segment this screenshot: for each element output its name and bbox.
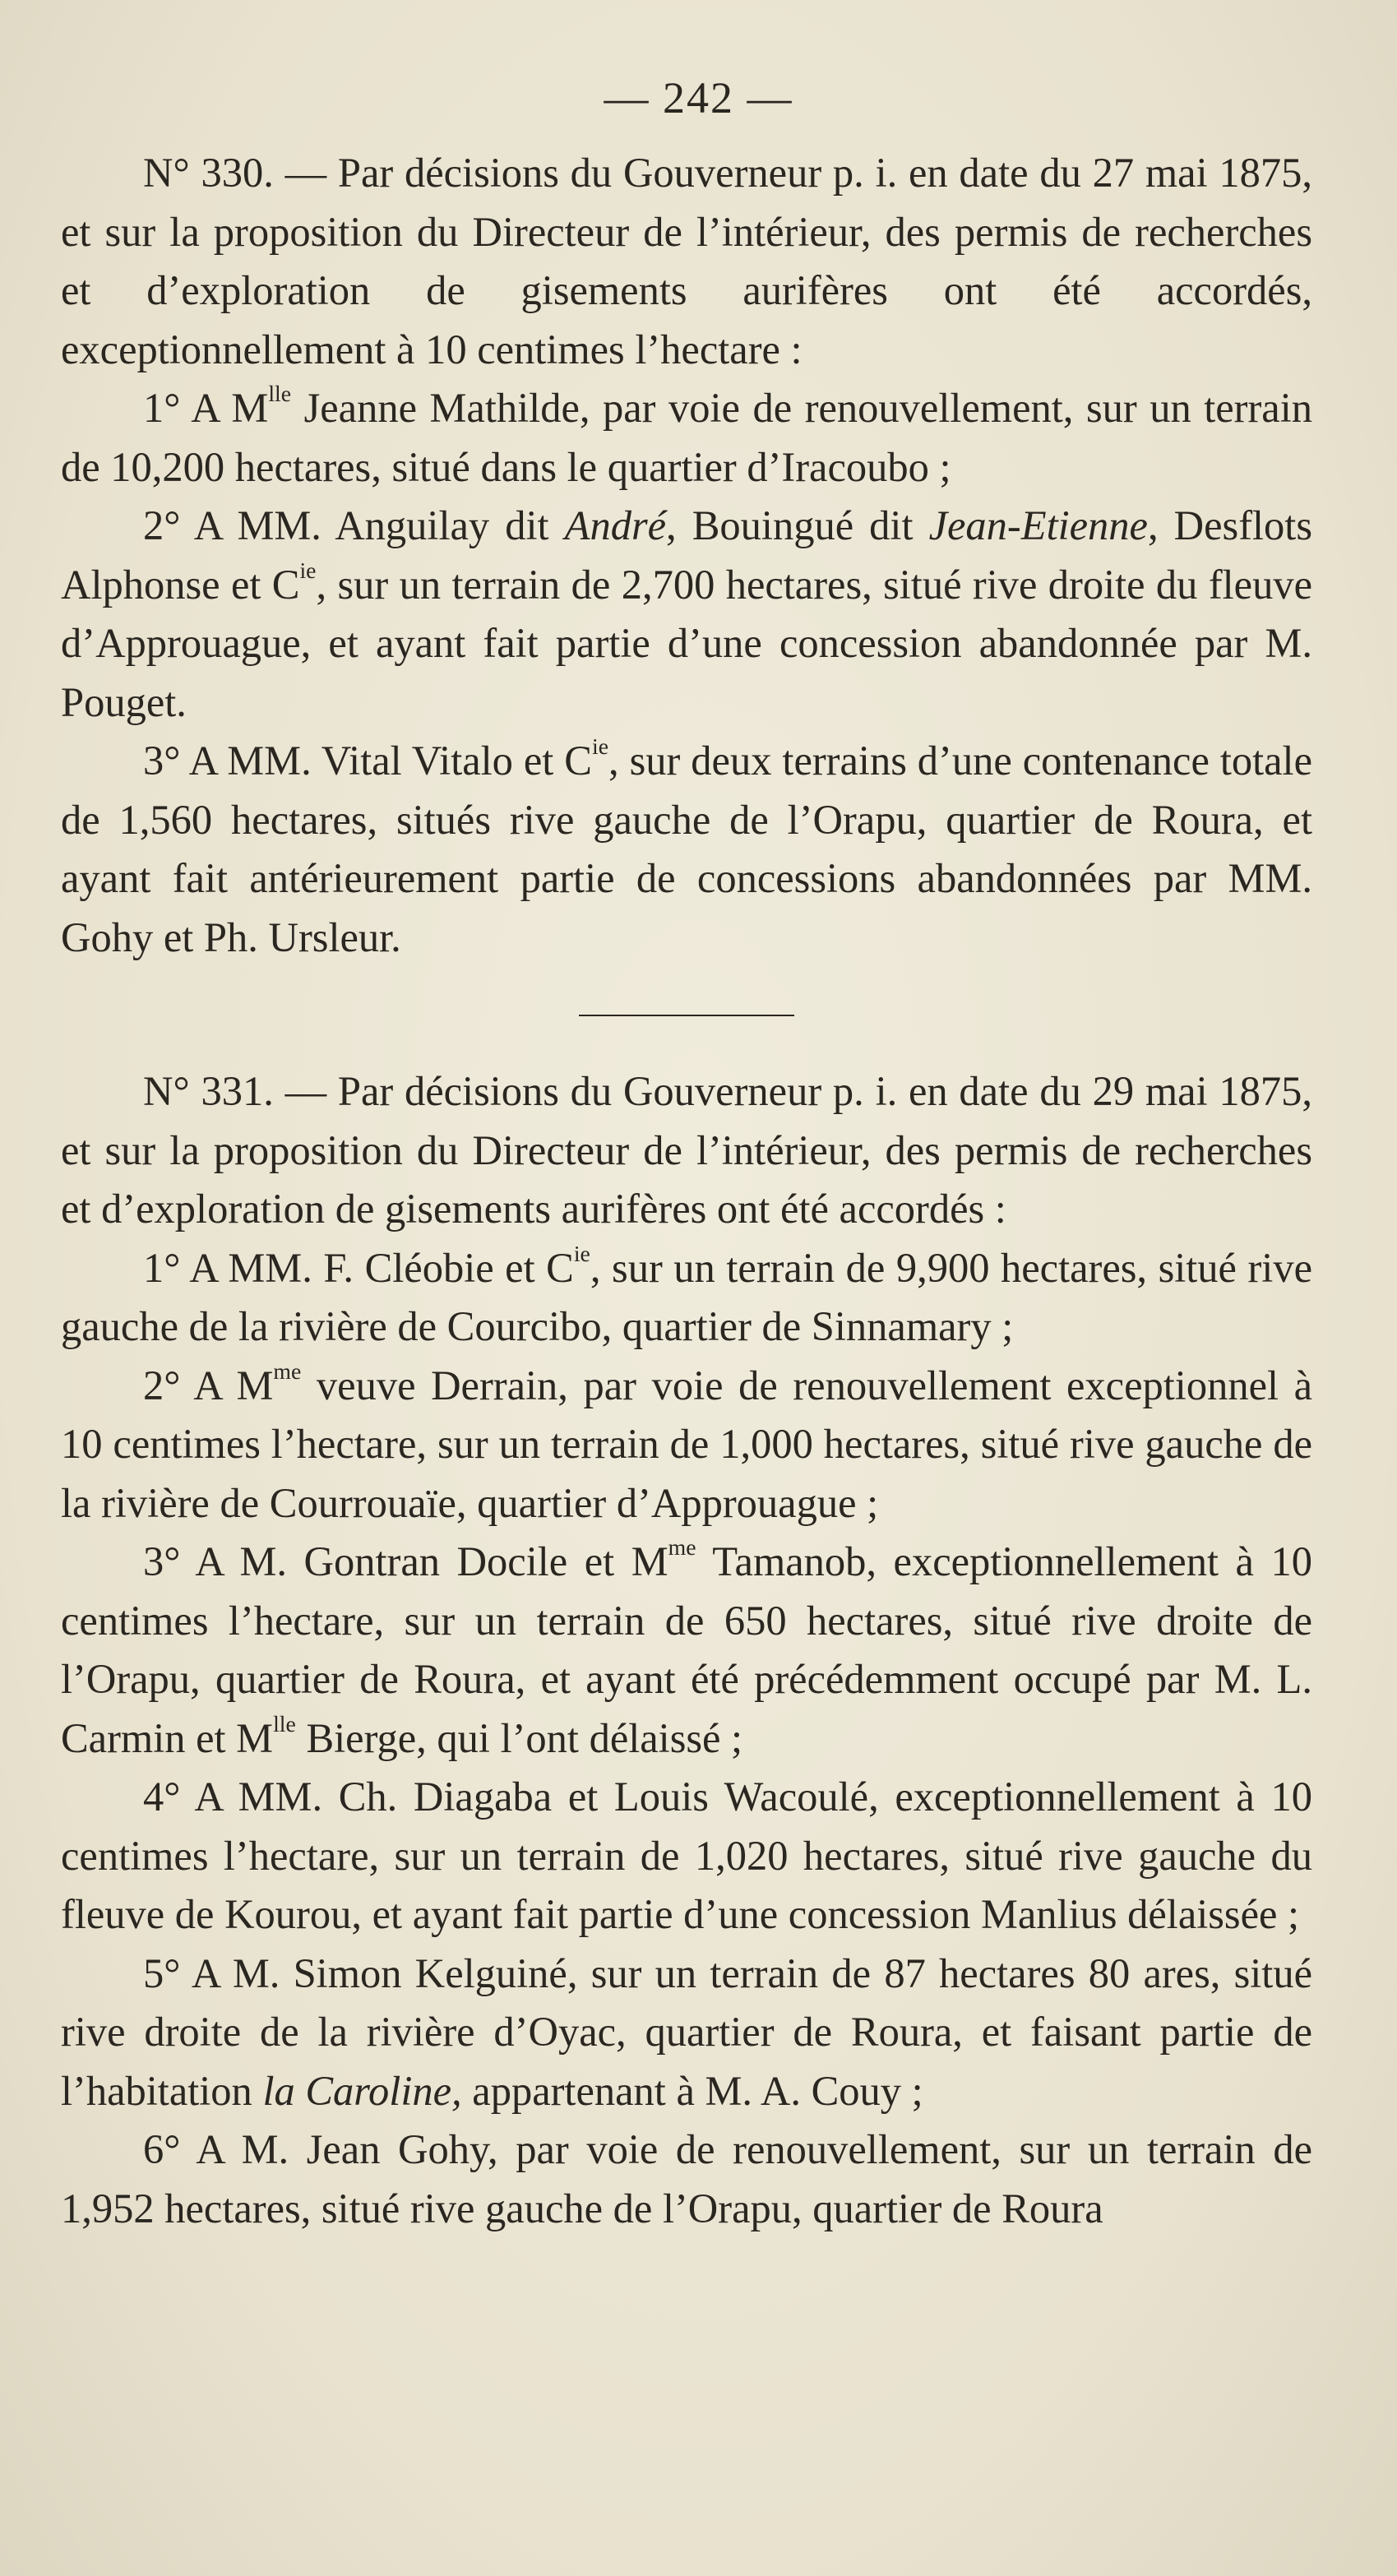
notice-331-item-2: 2° A $M^{me}$ veuve Derrain, par voie de renouvellement exceptionnel à 10 centimes l’hectare, sur un terrain de 1,000 hectares, situé rive gauche de la rivière de Courrouaïe, quartier d’Approuague ;: [61, 1358, 1313, 1526]
notice-330-item-1: 1° A $M^{lle}$ Jeanne Mathilde, par voie de renouvellement, sur un terrain de 10,200 hectares, situé dans le quartier d’Iracoubo ;: [61, 382, 1312, 490]
notice-331-item-4: 4° A MM. Ch. Diagaba et Louis Wacoulé, exceptionnellement à 10 centimes l’hectare, sur un terrain de 1,020 hectares, situé rive gauche du fleuve de Kourou, et ayant fait partie d’une concession Manlius délaissée ;: [61, 1774, 1312, 1937]
text-column: [61, 144, 1312, 2238]
notice-331-item-1: 1° A MM. F. Cléobie et $C^{ie}$, sur un terrain de 9,900 hectares, situé rive gauche de la rivière de Courcibo, quartier de Sinnamary ;: [61, 1241, 1312, 1349]
notice-331-intro: N° 331. — Par décisions du Gouverneur p. i. en date du 29 mai 1875, et sur la proposition du Directeur de l’intérieur, des permis de recherches et d’exploration de gisements aurifères ont été accordés :: [61, 1068, 1312, 1232]
notice-331-item-5: 5° A M. Simon Kelguiné, sur un terrain de 87 hectares 80 ares, situé rive droite de la rivière d’Oyac, quartier de Roura, et faisant partie de l’habitation la Caroline, appartenant à M. A. Couy ;: [61, 1949, 1312, 2114]
page-number: — 242 —: [604, 73, 793, 123]
notice-330-item-3: 3° A MM. Vital Vitalo et $C^{ie}$, sur deux terrains d’une contenance totale de 1,560 hectares, situés rive gauche de l’Orapu, quartier de Roura, et ayant fait antérieurement partie de concessions abandonnées par MM. Gohy et Ph. Ursleur.: [61, 734, 1312, 960]
notice-330-intro: N° 330. — Par décisions du Gouverneur p. i. en date du 27 mai 1875, et sur la proposition du Directeur de l’intérieur, des permis de recherches et d’exploration de gisements aurifères ont été accordés, exceptionnellement à 10 centimes l’hectare :: [61, 150, 1312, 372]
notice-331-item-3: 3° A M. Gontran Docile et $M^{me}$ Tamanob, exceptionnellement à 10 centimes l’hectare, sur un terrain de 650 hectares, situé rive droite de l’Orapu, quartier de Roura, et ayant été précédemment occupé par M. L. Carmin et $M^{lle}$ Bierge, qui l’ont délaissé ;: [61, 1535, 1313, 1761]
notice-331-item-6: 6° A M. Jean Gohy, par voie de renouvellement, sur un terrain de 1,952 hectares, situé rive gauche de l’Orapu, quartier de Roura: [61, 2126, 1312, 2231]
section-divider: [579, 1015, 794, 1016]
notice-330-item-2: 2° A MM. Anguilay dit André, Bouingué dit Jean-Etienne, Desflots Alphonse et $C^{ie}$, sur un terrain de 2,700 hectares, situé rive droite du fleuve d’Approuague, et ayant fait partie d’une concession abandonnée par M. Pouget.: [61, 502, 1312, 725]
